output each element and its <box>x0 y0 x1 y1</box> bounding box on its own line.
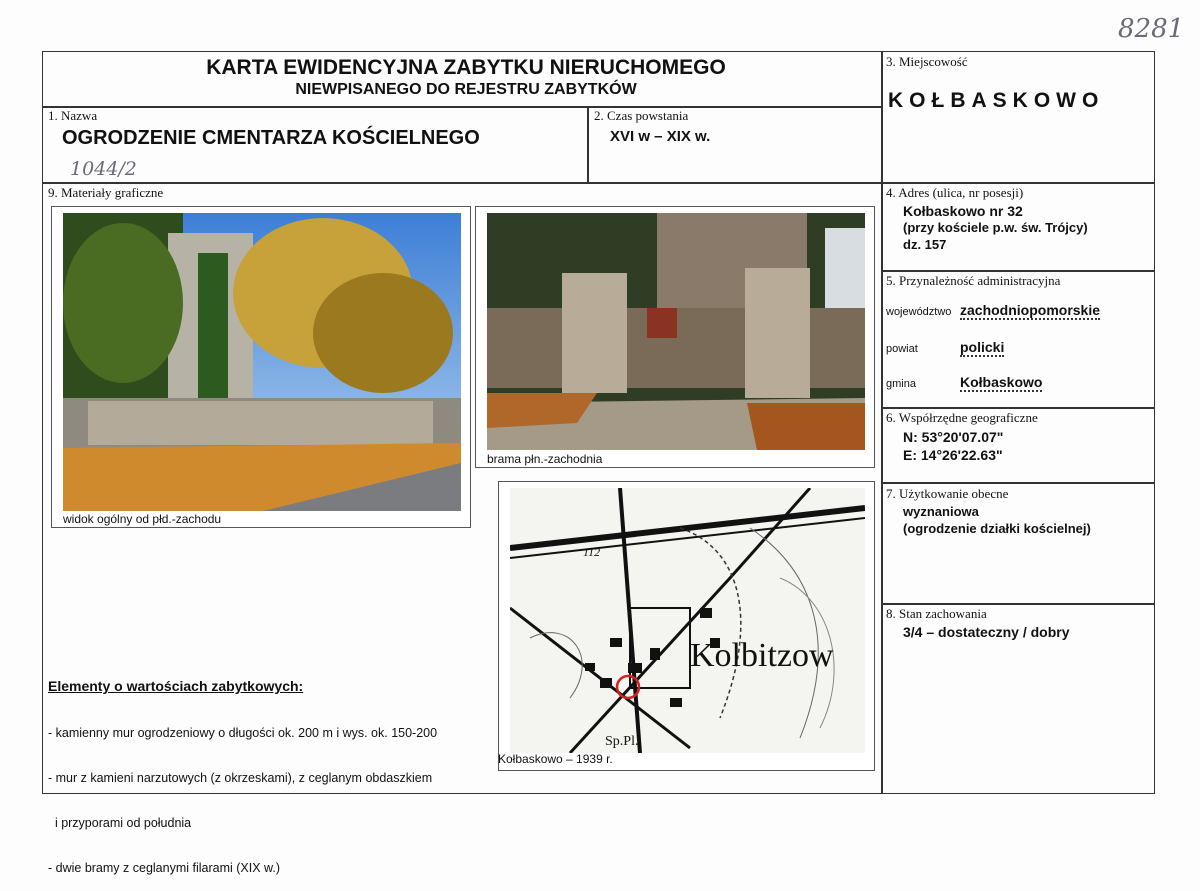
address-line3: dz. 157 <box>903 237 947 252</box>
card-title: KARTA EWIDENCYJNA ZABYTKU NIERUCHOMEGO <box>206 56 726 79</box>
name-label: 1. Nazwa <box>48 108 98 123</box>
elements-item: - kamienny mur ogrodzeniowy o długości ok. 200 m i wys. ok. 150-200 <box>48 726 438 740</box>
photo-general-view <box>51 206 471 528</box>
photo-gate <box>475 206 875 468</box>
photo-general-view-caption: widok ogólny od płd.-zachodu <box>63 512 222 526</box>
geo-east: E: 14°26'22.63" <box>903 447 1003 463</box>
divider-header <box>42 106 882 108</box>
geo-label: 6. Współrzędne geograficzne <box>886 410 1038 425</box>
address-label: 4. Adres (ulica, nr posesji) <box>886 185 1024 200</box>
graphics-label: 9. Materiały graficzne <box>48 185 164 200</box>
handwritten-document-number: 8281 <box>1118 14 1185 44</box>
time-label: 2. Czas powstania <box>594 108 689 123</box>
name-value: OGRODZENIE CMENTARZA KOŚCIELNEGO <box>62 127 480 149</box>
historical-map-image <box>510 488 865 753</box>
elements-item: - mur z kamieni narzutowych (z okrzeskami), z ceglanym obdaszkiem <box>48 771 433 785</box>
usage-line1: wyznaniowa <box>903 504 979 519</box>
divider-right-column <box>881 51 883 794</box>
map-sp-label: Sp.Pl. <box>605 734 639 749</box>
divider-place <box>881 182 1155 184</box>
photo-gate-caption: brama płn.-zachodnia <box>487 452 603 466</box>
map-town-label: Kolbitzow <box>690 637 834 674</box>
condition-label: 8. Stan zachowania <box>886 606 987 621</box>
county-label: powiat <box>886 343 918 355</box>
condition-value: 3/4 – dostateczny / dobry <box>903 624 1070 640</box>
divider-name-row <box>42 182 882 184</box>
divider-address <box>881 270 1155 272</box>
place-value: KOŁBASKOWO <box>888 89 1105 112</box>
voivodeship-label: województwo <box>886 306 952 318</box>
geo-north: N: 53°20'07.07" <box>903 429 1004 445</box>
elements-item: - dwie bramy z ceglanymi filarami (XIX w.) <box>48 861 281 875</box>
county-value: policki <box>960 339 1005 355</box>
elements-list <box>48 696 437 891</box>
photo-general-view-image <box>63 213 461 511</box>
divider-usage <box>881 603 1155 605</box>
card-subtitle: NIEWPISANEGO DO REJESTRU ZABYTKÓW <box>295 81 637 98</box>
commune-label: gmina <box>886 378 916 390</box>
map-elevation-label: 112 <box>583 545 601 559</box>
elements-item: i przyporami od południa <box>48 816 192 830</box>
elements-heading: Elementy o wartościach zabytkowych: <box>48 678 304 694</box>
commune-value: Kołbaskowo <box>960 374 1043 390</box>
usage-label: 7. Użytkowanie obecne <box>886 486 1009 501</box>
place-label: 3. Miejscowość <box>886 54 968 69</box>
voivodeship-value: zachodniopomorskie <box>960 302 1101 318</box>
address-line1: Kołbaskowo nr 32 <box>903 203 1023 219</box>
address-line2: (przy kościele p.w. św. Trójcy) <box>903 220 1088 235</box>
time-value: XVI w – XIX w. <box>610 128 711 145</box>
historical-map <box>498 481 875 771</box>
divider-admin <box>881 407 1155 409</box>
photo-gate-image <box>487 213 865 450</box>
map-caption: Kołbaskowo – 1939 r. <box>498 752 613 766</box>
admin-label: 5. Przynależność administracyjna <box>886 273 1061 288</box>
divider-name-time <box>587 106 589 183</box>
divider-geo <box>881 482 1155 484</box>
handwritten-inventory-number: 1044/2 <box>70 158 137 180</box>
usage-line2: (ogrodzenie działki kościelnej) <box>903 521 1091 536</box>
